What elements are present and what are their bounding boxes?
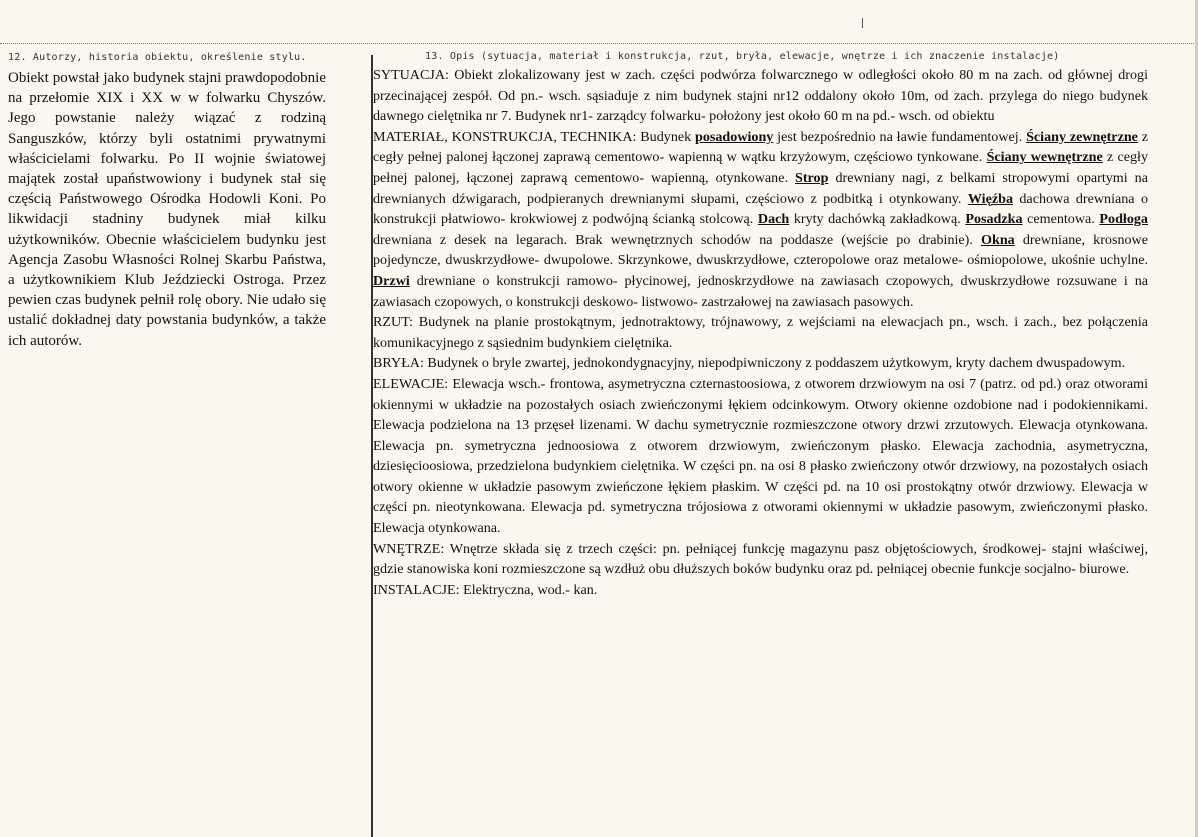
material-paragraph <box>373 127 1148 312</box>
sytuacja-paragraph <box>373 65 1148 127</box>
underlined-term: Posadzka <box>965 211 1023 228</box>
bryla-paragraph <box>373 353 1148 374</box>
material-text: z cegły pełnej palonej, łączonej zaprawą cementowo- wapienną, otynkowane. <box>373 149 1148 186</box>
description-text <box>373 65 1148 600</box>
material-text: cementowa. <box>1022 211 1100 228</box>
material-text: drewniane o konstrukcji ramowo- płycinowej, jednoskrzydłowe na zawiasach czopowych, dwuskrzydłowe rozsuwane i na zawiasach czopowych, o konstrukcji deskowo- listwowo- zastrzałowej na zawiasach pasowych. <box>373 272 1148 310</box>
left-column <box>8 52 326 351</box>
rzut-heading: RZUT: <box>373 314 414 331</box>
sytuacja-heading: SYTUACJA: <box>373 67 449 83</box>
rzut-text: Budynek na planie prostokątnym, jednotraktowy, trójnawowy, z wejściami na elewacjach pn., wsch. i zach., bez połączenia komunikacyjnego z sąsiednim budynkiem cielętnika. <box>373 314 1148 351</box>
underlined-term: Dach <box>757 211 790 228</box>
underlined-term: Podłoga <box>1099 211 1148 228</box>
elewacje-paragraph <box>373 374 1148 539</box>
section-12-label: 12. Autorzy, historia obiektu, określenie stylu. <box>8 52 307 63</box>
wnetrze-text: Wnętrze składa się z trzech części: pn. pełniącej funkcję magazynu pasz objętościowych, środkowej- stajni właściwej, gdzie stanowiska koni rozmieszczone są wzdłuż obu dłuższych boków budynku oraz pd. pełniącej obecnie funkcje socjalno- biurowe. <box>373 540 1148 578</box>
elewacje-text: Elewacja wsch.- frontowa, asymetryczna czternastoosiowa, z otworem drzwiowym na osi 7 (patrz. od pd.) oraz otworami okiennymi w układzie na pozostałych osiach zwieńczonymi łękiem odcinkowym. Otwory okienne ozdobione nad i podokiennikami. Elewacja podzielona na 13 przęseł lizenami. W dachu symetrycznie rozmieszczone otwory drzwi zrzutowych. Elewacja otynkowana. Elewacja pn. symetryczna jednoosiowa z otworem drzwiowym, zwieńczonym płasko. Elewacja zachodnia, asymetryczna, dziesięcioosiowa, przedzielona budynkiem cielętnika. W części pn. na osi 8 płasko zwieńczony otwór drzwiowy, na pozostałych osiach otwory okienne w układzie pasowym zwieńczone łękiem płaskim. W części pd. na 10 osi prostokątny otwór drzwiowy. Elewacja w części pn. nieotynkowana. Elewacja pd. symetryczna trójosiowa z otworami okiennymi w układzie pasowym, zwieńczonymi płasko. Elewacja otynkowana. <box>373 375 1148 537</box>
sytuacja-text: Obiekt zlokalizowany jest w zach. części podwórza folwarcznego w odległości około 80 m na zach. od głównej drogi przecinającej zespół. Od pn.- wsch. sąsiaduje z nim budynek stajni nr12 oddalony około 10m, od zach. przylega do niego budynek dawnego cielętnika nr 7. Budynek nr1- zarządcy folwarku- położony jest około 60 m na pd.- wsch. od obiektu <box>373 67 1148 125</box>
top-dotted-rule <box>0 43 1198 44</box>
instalacje-paragraph <box>373 580 1148 601</box>
elewacje-heading: ELEWACJE: <box>373 375 449 392</box>
top-tick-mark <box>862 18 863 28</box>
material-text: drewniany nagi, z belkami stropowymi opartymi na drewnianych dźwigarach, podpieranych drewnianymi słupami, częściowo z podbitką i otynkowany. <box>373 169 1148 207</box>
underlined-term: Więźba <box>967 190 1013 207</box>
underlined-term: Ściany wewnętrzne <box>986 149 1103 166</box>
history-text: Obiekt powstał jako budynek stajni prawdopodobnie na przełomie XIX i XX w w folwarku Chyszów. Jego powstanie należy wiązać z rodziną Sanguszków, którzy byli ostatnimi prywatnymi właścicielami folwarku. Po II wojnie światowej majątek został upaństwowiony i budynek stał się częścią Państwowego Ośrodka Hodowli Koni. Po likwidacji stadniny budynek miał kilku użytkowników. Obecnie właścicielem budynku jest Agencja Zasobu Własności Rolnej Skarbu Państwa, a użytkownikiem Klub Jeździecki Ostroga. Przez pewien czas budynek pełnił rolę obory. Nie udało się ustalić dokładnej daty powstania budynków, a także ich autorów. <box>8 70 326 349</box>
section-13-label: 13. Opis (sytuacja, materiał i konstrukcja, rzut, bryła, elewacje, wnętrze i ich znaczenie instalacje) <box>425 51 1060 62</box>
material-text: drewniana z desek na legarach. Brak wewnętrznych schodów na poddasze (wejście po drabinie). <box>373 231 982 248</box>
bryla-heading: BRYŁA: <box>373 355 424 372</box>
underlined-term: posadowiony <box>695 128 774 145</box>
underlined-term: Okna <box>981 231 1015 248</box>
right-column <box>373 51 1148 600</box>
material-text: jest bezpośrednio na ławie fundamentowej. <box>773 128 1027 145</box>
material-text: dachowa drewniana o konstrukcji płatwiowo- krokwiowej z podwójną ścianką stolcową. <box>373 190 1148 228</box>
underlined-term: Drzwi <box>373 272 410 289</box>
material-text: kryty dachówką zakładkową. <box>789 211 966 228</box>
material-text: Budynek <box>636 128 696 145</box>
material-text: drewniane, krosnowe pojedyncze, dwuskrzydłowe- dwupolowe. Skrzynkowe, dwuskrzydłowe, czteropolowe oraz metalowe- ośmiopolowe, ukośnie uchylne. <box>373 231 1148 269</box>
material-heading: MATERIAŁ, KONSTRUKCJA, TECHNIKA: <box>373 128 637 145</box>
bryla-text: Budynek o bryle zwartej, jednokondygnacyjny, niepodpiwniczony z poddaszem użytkowym, kryty dachem dwuspadowym. <box>423 355 1126 372</box>
wnetrze-heading: WNĘTRZE: <box>373 540 445 557</box>
rzut-paragraph <box>373 312 1148 353</box>
wnetrze-paragraph <box>373 539 1148 580</box>
instalacje-text: Elektryczna, wod.- kan. <box>459 581 598 598</box>
material-text: z cegły pełnej palonej łączonej zaprawą cementowo- wapienną w wątku krzyżowym, częściowo tynkowane. <box>373 128 1149 166</box>
underlined-term: Ściany zewnętrzne <box>1026 128 1138 145</box>
instalacje-heading: INSTALACJE: <box>373 581 460 598</box>
underlined-term: Strop <box>795 169 829 186</box>
